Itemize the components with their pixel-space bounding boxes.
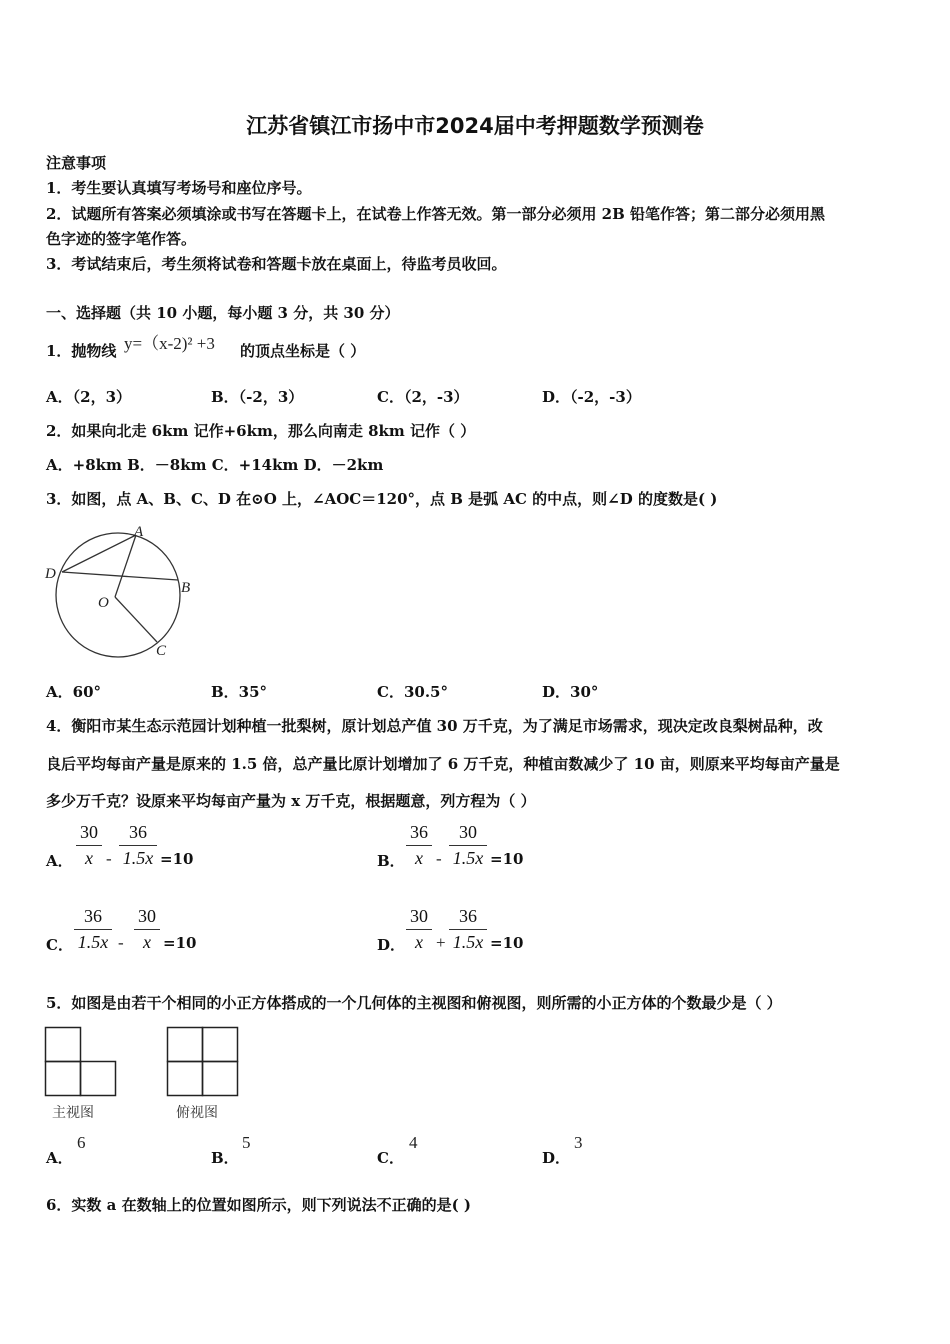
q4-b-fraction-2	[449, 822, 487, 869]
label-o: O	[98, 595, 109, 611]
front-cell-top	[46, 1028, 81, 1062]
q4-a-fraction-2	[119, 822, 157, 869]
q4-c-operator: -	[118, 933, 124, 952]
q4-c-label: C．	[46, 936, 73, 954]
denominator: x	[415, 848, 423, 868]
q1-suffix: 的顶点坐标是（ ）	[240, 342, 366, 360]
front-cell-bottom-right	[81, 1062, 116, 1096]
q4-line-2: 良后平均每亩产量是原来的 1.5 倍，总产量比原计划增加了 6 万千克，种植亩数减少了 10 亩，则原来平均每亩产量是	[46, 755, 840, 773]
q3-option-d[interactable]: D．30°	[542, 683, 599, 701]
q3-option-a[interactable]: A．60°	[46, 683, 102, 701]
notice-item-2-line-1: 2．试题所有答案必须填涂或书写在答题卡上，在试卷上作答无效。第一部分必须用 2B 铅笔作答；第二部分必须用黑	[46, 205, 826, 223]
top-cell-1	[168, 1028, 203, 1062]
q4-b-operator: -	[436, 849, 442, 868]
q4-d-fraction-1	[406, 906, 432, 953]
top-cell-4	[203, 1062, 238, 1096]
top-cell-3	[168, 1062, 203, 1096]
notice-item-3: 3．考试结束后，考生须将试卷和答题卡放在桌面上，待监考员收回。	[46, 255, 507, 273]
numerator: 36	[406, 822, 432, 846]
label-b: B	[181, 580, 191, 596]
numerator: 30	[134, 906, 160, 930]
q1-option-b[interactable]: B．（-2，3）	[211, 388, 304, 406]
segment-oc	[115, 597, 157, 642]
numerator: 36	[119, 822, 157, 846]
q1-option-d[interactable]: D．（-2，-3）	[542, 388, 641, 406]
denominator: x	[143, 932, 151, 952]
q6-text: 6．实数 a 在数轴上的位置如图所示，则下列说法不正确的是( )	[46, 1196, 472, 1214]
page-title: 江苏省镇江市扬中市2024届中考押题数学预测卷	[246, 114, 704, 138]
q5-front-view-caption: 主视图	[52, 1105, 94, 1121]
front-cell-bottom-left	[46, 1062, 81, 1096]
label-c: C	[156, 643, 167, 659]
segment-db	[62, 572, 178, 580]
q1-prefix: 1．抛物线	[46, 342, 117, 360]
q5-d-label: D．	[542, 1149, 571, 1167]
q1-option-a[interactable]: A．（2，3）	[46, 388, 132, 406]
q4-line-3: 多少万千克？设原来平均每亩产量为 x 万千克，根据题意，列方程为（ ）	[46, 792, 536, 810]
top-cell-2	[203, 1028, 238, 1062]
q3-option-b[interactable]: B．35°	[211, 683, 268, 701]
q2-text: 2．如果向北走 6km 记作+6km，那么向南走 8km 记作（ ）	[46, 422, 476, 440]
notice-item-1: 1．考生要认真填写考场号和座位序号。	[46, 179, 312, 197]
denominator: x	[85, 848, 93, 868]
q3-circle-figure	[40, 520, 210, 665]
q1-option-c[interactable]: C．（2，-3）	[377, 388, 469, 406]
q5-b-label: B．	[211, 1149, 239, 1167]
q4-c-fraction-1	[74, 906, 112, 953]
q4-a-equals: =10	[160, 850, 194, 868]
label-a: A	[134, 524, 144, 540]
notice-item-2-line-2: 色字迹的签字笔作答。	[46, 230, 197, 248]
q4-d-equals: =10	[490, 934, 524, 952]
numerator: 36	[74, 906, 112, 930]
q3-text: 3．如图，点 A、B、C、D 在⊙O 上，∠AOC＝120°，点 B 是弧 AC 的中点，则∠D 的度数是( )	[46, 490, 718, 508]
denominator: 1.5x	[122, 848, 154, 868]
q4-c-fraction-2	[134, 906, 160, 953]
q5-text: 5．如图是由若干个相同的小正方体搭成的一个几何体的主视图和俯视图，则所需的小正方体的个数最少是（ ）	[46, 994, 782, 1012]
q5-c-value: 4	[409, 1133, 418, 1152]
denominator: 1.5x	[77, 932, 109, 952]
q4-d-label: D．	[377, 936, 406, 954]
circle-o	[56, 533, 180, 657]
q4-d-operator: +	[436, 933, 446, 952]
q5-front-view-figure	[44, 1026, 119, 1098]
q4-b-equals: =10	[490, 850, 524, 868]
section-heading: 一、选择题（共 10 小题，每小题 3 分，共 30 分）	[46, 304, 400, 322]
q4-b-fraction-1	[406, 822, 432, 869]
q4-line-1: 4．衡阳市某生态示范园计划种植一批梨树，原计划总产值 30 万千克，为了满足市场需求，现决定改良梨树品种，改	[46, 717, 823, 735]
label-d: D	[45, 566, 56, 582]
q5-d-value: 3	[574, 1133, 583, 1152]
q5-a-label: A．	[46, 1149, 73, 1167]
q5-a-value: 6	[77, 1133, 86, 1152]
numerator: 30	[76, 822, 102, 846]
q4-c-equals: =10	[163, 934, 197, 952]
denominator: x	[415, 932, 423, 952]
numerator: 30	[406, 906, 432, 930]
denominator: 1.5x	[452, 932, 484, 952]
q4-b-label: B．	[377, 852, 405, 870]
q5-c-label: C．	[377, 1149, 404, 1167]
q4-a-operator: -	[106, 849, 112, 868]
q4-a-fraction-1	[76, 822, 102, 869]
numerator: 36	[449, 906, 487, 930]
q5-top-view-caption: 俯视图	[176, 1105, 218, 1121]
q5-top-view-figure	[166, 1026, 241, 1098]
q2-options[interactable]: A．+8km B．－8km C．+14km D．－2km	[46, 456, 384, 474]
q3-option-c[interactable]: C．30.5°	[377, 683, 448, 701]
denominator: 1.5x	[452, 848, 484, 868]
q4-a-label: A．	[46, 852, 73, 870]
q4-d-fraction-2	[449, 906, 487, 953]
q1-formula: y=（x-2)² +3	[124, 334, 215, 353]
numerator: 30	[449, 822, 487, 846]
notice-heading: 注意事项	[46, 154, 107, 172]
q5-b-value: 5	[242, 1133, 251, 1152]
